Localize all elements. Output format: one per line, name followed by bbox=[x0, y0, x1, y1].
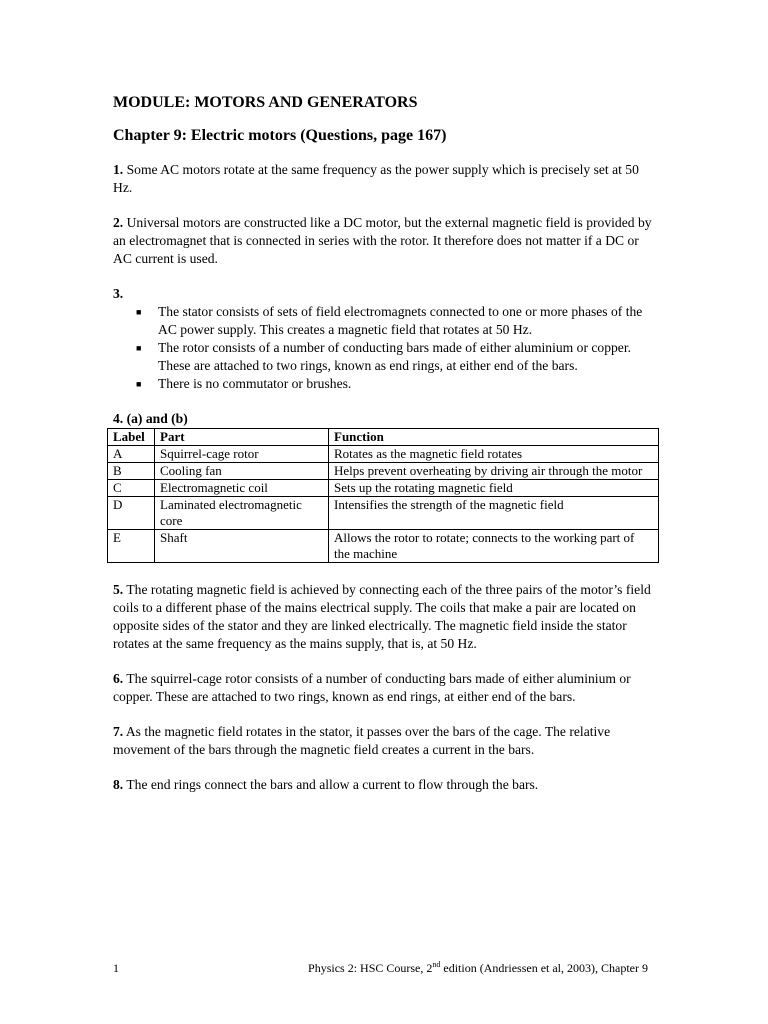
bullet-text: There is no commutator or brushes. bbox=[158, 376, 352, 391]
question-number: 1. bbox=[113, 162, 124, 177]
cell-part: Shaft bbox=[155, 530, 329, 563]
table-row bbox=[108, 497, 659, 530]
chapter-title: Chapter 9: Electric motors (Questions, page 167) bbox=[113, 127, 447, 144]
table-row bbox=[108, 463, 659, 480]
question-number: 7. bbox=[113, 724, 124, 739]
cell-part: Squirrel-cage rotor bbox=[155, 446, 329, 463]
cell-label: C bbox=[108, 480, 155, 497]
table-row bbox=[108, 530, 659, 563]
footer-citation bbox=[308, 960, 648, 976]
header-function: Function bbox=[329, 429, 659, 446]
bullet-text: The rotor consists of a number of conducting bars made of either aluminium or copper. These are attached to two rings, known as end rings, at either end of the bars. bbox=[158, 340, 632, 373]
cell-part: Electromagnetic coil bbox=[155, 480, 329, 497]
cell-part: Laminated electromagnetic core bbox=[155, 497, 329, 530]
answer-3-list bbox=[113, 303, 653, 393]
answer-text: Universal motors are constructed like a DC motor, but the external magnetic field is provided by an electromagnet that is connected in series with the rotor. It therefore does not matter if a DC or AC current is used. bbox=[113, 215, 652, 266]
question-number: 3. bbox=[113, 286, 124, 301]
bullet-item bbox=[136, 303, 653, 339]
answer-text: The end rings connect the bars and allow a current to flow through the bars. bbox=[123, 777, 539, 792]
answer-2 bbox=[113, 214, 653, 268]
table-header-row bbox=[108, 429, 659, 446]
cell-label: E bbox=[108, 530, 155, 563]
cell-label: D bbox=[108, 497, 155, 530]
motor-parts-table bbox=[107, 428, 659, 563]
cell-part: Cooling fan bbox=[155, 463, 329, 480]
cell-function: Sets up the rotating magnetic field bbox=[329, 480, 659, 497]
answer-text: As the magnetic field rotates in the stator, it passes over the bars of the cage. The relative movement of the bars through the magnetic field creates a current in the bars. bbox=[113, 724, 611, 757]
bullet-item bbox=[136, 339, 653, 375]
cell-label: A bbox=[108, 446, 155, 463]
bullet-icon: ■ bbox=[136, 379, 142, 389]
question-number: 8. bbox=[113, 777, 124, 792]
bullet-item bbox=[136, 375, 653, 393]
page-number: 1 bbox=[113, 961, 119, 975]
citation-text-end: edition (Andriessen et al, 2003), Chapter 9 bbox=[440, 961, 648, 975]
answer-8 bbox=[113, 776, 653, 794]
bullet-icon: ■ bbox=[136, 343, 142, 353]
answer-4-heading: 4. (a) and (b) bbox=[113, 411, 188, 426]
cell-function: Rotates as the magnetic field rotates bbox=[329, 446, 659, 463]
citation-superscript: nd bbox=[432, 960, 441, 969]
answer-text: The squirrel-cage rotor consists of a number of conducting bars made of either aluminium or copper. These are attached to two rings, known as end rings, at either end of the bars. bbox=[113, 671, 631, 704]
answer-text: The rotating magnetic field is achieved by connecting each of the three pairs of the motor’s field coils to a different phase of the mains electrical supply. The coils that make a pair are located on opposite sides of the stator and they are linked electrically. The magnetic field inside the stator rotates at the same frequency as the mains supply, that is, at 50 Hz. bbox=[113, 582, 651, 651]
citation-text: Physics 2: HSC Course, 2 bbox=[308, 961, 433, 975]
question-number: 6. bbox=[113, 671, 124, 686]
answer-3-heading bbox=[113, 285, 653, 303]
answer-6 bbox=[113, 670, 653, 706]
document-page bbox=[113, 92, 653, 811]
table-row bbox=[108, 480, 659, 497]
module-title: MODULE: MOTORS AND GENERATORS bbox=[113, 94, 418, 111]
header-label: Label bbox=[108, 429, 155, 446]
cell-function: Helps prevent overheating by driving air through the motor bbox=[329, 463, 659, 480]
cell-label: B bbox=[108, 463, 155, 480]
table-row bbox=[108, 446, 659, 463]
question-number: 2. bbox=[113, 215, 124, 230]
answer-1 bbox=[113, 161, 653, 197]
bullet-icon: ■ bbox=[136, 307, 142, 317]
bullet-text: The stator consists of sets of field electromagnets connected to one or more phases of the AC power supply. This creates a magnetic field that rotates at 50 Hz. bbox=[158, 304, 643, 337]
answer-7 bbox=[113, 723, 653, 759]
answer-text: Some AC motors rotate at the same frequency as the power supply which is precisely set at 50 Hz. bbox=[113, 162, 639, 195]
cell-function: Allows the rotor to rotate; connects to the working part of the machine bbox=[329, 530, 659, 563]
header-part: Part bbox=[155, 429, 329, 446]
answer-5 bbox=[113, 581, 653, 653]
cell-function: Intensifies the strength of the magnetic field bbox=[329, 497, 659, 530]
question-number: 5. bbox=[113, 582, 124, 597]
